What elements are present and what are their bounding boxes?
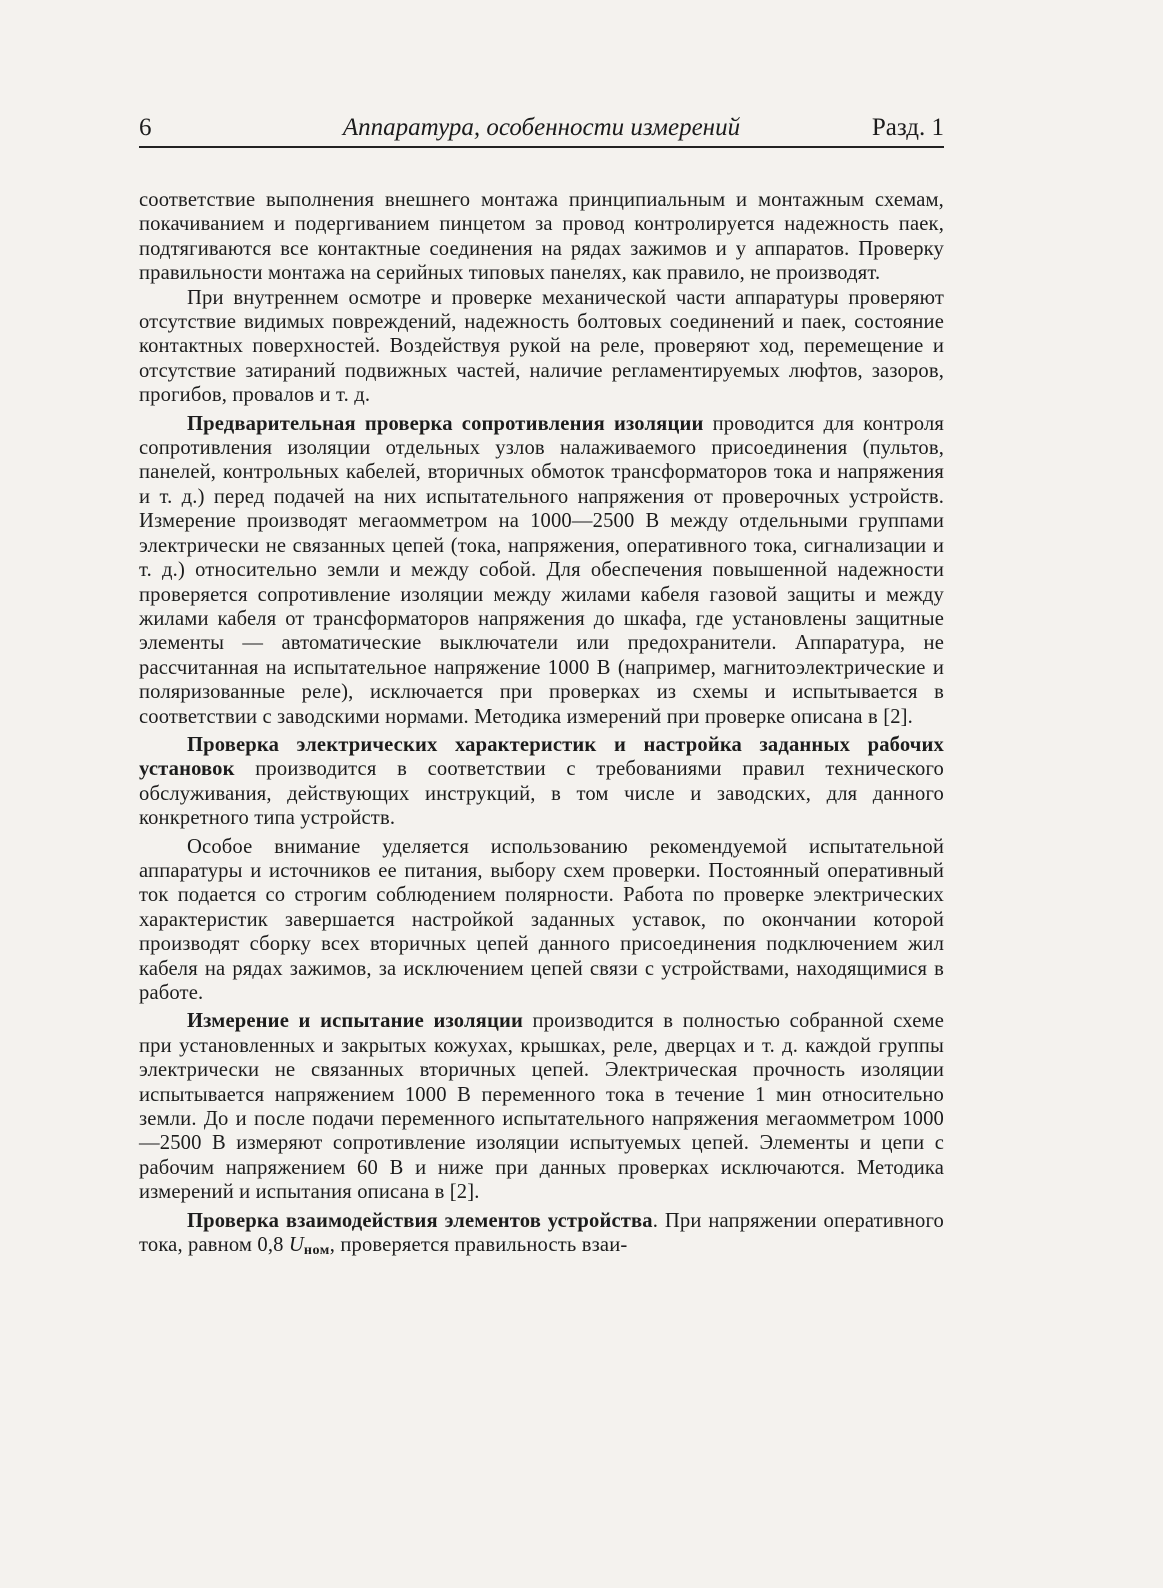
paragraph-text: производится в соответствии с требованиями правил технического обслуживания, действующих инструкций, в том числе и заводских, для данного конкретного типа устройств. <box>139 758 944 830</box>
paragraph-text: . При напряжении оперативного тока, равном 0,8 <box>139 1209 944 1257</box>
paragraph-text: проводится для контроля сопротивления изоляции отдельных узлов налаживаемого присоединения (пультов, панелей, контрольных кабелей, вторичных обмоток трансформаторов тока и напряжения и т. д.) перед подачей на них испытательного напряжения от проверочных устройств. Измерение производят мегаомметром на 1000—2500 В между отдельными группами электрически не связанных цепей (тока, напряжения, оперативного тока, сигнализации и т. д.) относительно земли и между собой. Для обеспечения повышенной надежности проверяется сопротивление изоляции между жилами кабеля газовой защиты и между жилами кабеля от трансформаторов напряжения до шкафа, где установлены защитные элементы — автоматические выключатели или предохранители. Аппаратура, не рассчитанная на испытательное напряжение 1000 В (например, магнитоэлектрические и поляризованные реле), исключается при проверках из схемы и испытывается в соответствии с заводскими нормами. Методика измерений при проверке описана в [2]. <box>139 412 945 728</box>
paragraph-continued: соответствие выполнения внешнего монтажа принципиальным и монтажным схемам, покачиванием и подергиванием пинцетом за провод контролируется надежность паек, подтягиваются все контактные соединения на рядах зажимов и у аппаратов. Проверку правильности монтажа на серийных типовых панелях, как правило, не производят. <box>139 189 944 285</box>
paragraph-text: производится в полностью собранной схеме при установленных и закрытых кожухах, крышках, реле, дверцах и т. д. каждой группы электрически не связанных вторичных цепей. Электрическая прочность изоляции испытывается напряжением 1000 В переменного тока в течение 1 мин относительно земли. До и после подачи переменного испытательного напряжения мегаомметром 1000—2500 В измеряют сопротивление изоляции испытуемых цепей. Элементы и цепи с рабочим напряжением 60 В и ниже при данных проверках исключаются. Методика измерений и испытания описана в [2]. <box>139 1010 944 1204</box>
running-title: Аппаратура, особенности измерений <box>342 114 741 141</box>
voltage-subscript: ном <box>303 1243 330 1259</box>
paragraph-preliminary-insulation-check <box>139 412 944 729</box>
voltage-symbol: U <box>288 1234 304 1257</box>
paragraph-insulation-test <box>139 1009 944 1204</box>
body-text <box>139 188 944 1263</box>
section-label: Разд. 1 <box>871 114 944 141</box>
run-in-heading: Проверка взаимодействия элементов устройства <box>187 1209 653 1232</box>
paragraph-internal-inspection: При внутреннем осмотре и проверке механической части аппаратуры проверяют отсутствие видимых повреждений, надежность болтовых соединений и паек, состояние контактных поверхностей. Воздействуя рукой на реле, проверяют ход, перемещение и отсутствие затираний подвижных частей, наличие регламентируемых люфтов, зазоров, прогибов, провалов и т. д. <box>139 286 944 407</box>
run-in-heading: Предварительная проверка сопротивления изоляции <box>187 412 704 435</box>
paragraph-text-end: , проверяется правильность взаи- <box>329 1234 628 1257</box>
paragraph-special-attention: Особое внимание уделяется использованию рекомендуемой испытательной аппаратуры и источников ее питания, выбору схем проверки. Постоянный оперативный ток подается со строгим соблюдением полярности. Работа по проверке электрических характеристик завершается настройкой заданных уставок, по окончании которой производят сборку всех вторичных цепей данного присоединения подключением жил кабеля на рядах зажимов, за исключением цепей связи с устройствами, находящимися в работе. <box>139 835 944 1004</box>
running-header <box>139 112 944 148</box>
paragraph-characteristics-check <box>139 733 944 831</box>
run-in-heading: Проверка электрических характеристик и настройка заданных рабочих установок <box>139 733 944 781</box>
page-number: 6 <box>139 114 152 141</box>
run-in-heading: Измерение и испытание изоляции <box>187 1010 523 1033</box>
paragraph-interaction-check <box>139 1209 944 1264</box>
